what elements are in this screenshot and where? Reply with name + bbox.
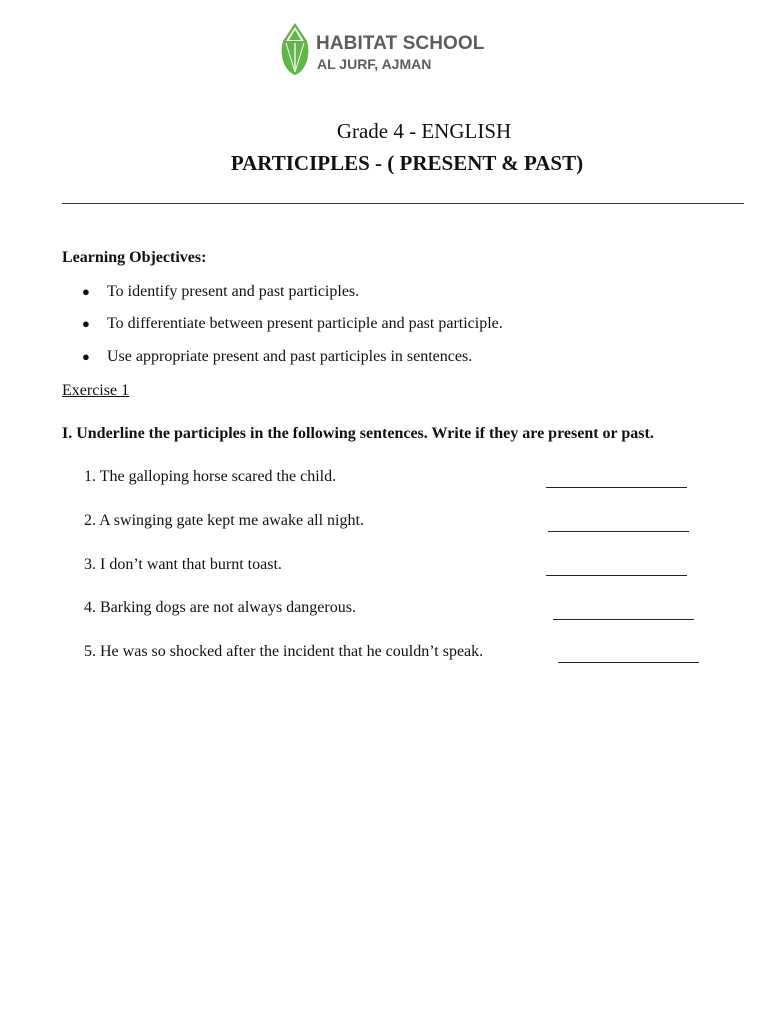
- question-4: 4. Barking dogs are not always dangerous.: [84, 599, 356, 616]
- habitat-leaf-icon: [280, 22, 310, 76]
- exercise-instruction: I. Underline the participles in the following sentences. Write if they are present or past.: [62, 425, 654, 442]
- school-name: HABITAT SCHOOL: [316, 33, 485, 54]
- header-divider: [62, 203, 744, 204]
- worksheet-title: PARTICIPLES - ( PRESENT & PAST): [230, 151, 584, 175]
- objective-item: [82, 283, 359, 301]
- answer-blank-5[interactable]: [558, 662, 699, 663]
- answer-blank-3[interactable]: [546, 575, 687, 576]
- grade-subject: Grade 4 - ENGLISH: [336, 119, 512, 143]
- answer-blank-4[interactable]: [553, 619, 694, 620]
- objectives-heading: Learning Objectives:: [62, 249, 207, 266]
- bullet-icon: ●: [82, 349, 90, 364]
- bullet-icon: ●: [82, 284, 90, 299]
- school-location: AL JURF, AJMAN: [317, 56, 432, 72]
- objective-text: To identify present and past participles.: [107, 283, 360, 300]
- answer-blank-1[interactable]: [546, 487, 687, 488]
- answer-blank-2[interactable]: [548, 531, 689, 532]
- objective-item: [82, 348, 472, 366]
- question-2: 2. A swinging gate kept me awake all night.: [84, 512, 364, 529]
- objective-text: Use appropriate present and past participles in sentences.: [107, 348, 473, 365]
- objective-text: To differentiate between present participle and past participle.: [107, 315, 503, 332]
- question-3: 3. I don’t want that burnt toast.: [84, 556, 282, 573]
- question-5: 5. He was so shocked after the incident that he couldn’t speak.: [84, 643, 484, 660]
- objective-item: [82, 315, 503, 333]
- exercise-label: Exercise 1: [62, 382, 130, 399]
- school-logo: [280, 22, 500, 76]
- bullet-icon: ●: [82, 316, 90, 331]
- question-1: 1. The galloping horse scared the child.: [84, 468, 337, 485]
